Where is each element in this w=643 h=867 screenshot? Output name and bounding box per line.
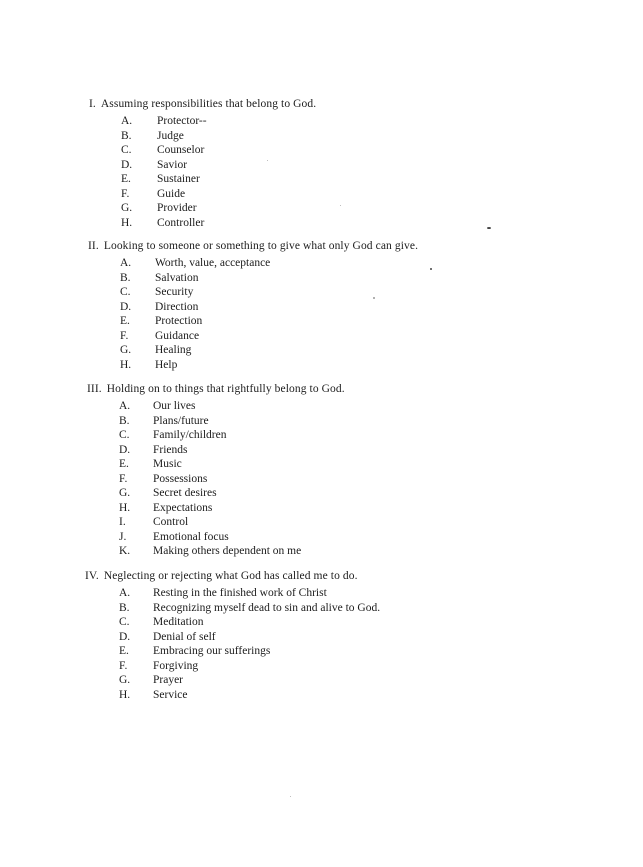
item-label: Sustainer xyxy=(157,173,200,185)
item-letter: E. xyxy=(119,458,129,470)
item-letter: C. xyxy=(119,616,130,628)
item-label: Embracing our sufferings xyxy=(153,645,271,657)
item-letter: G. xyxy=(119,674,131,686)
item-label: Salvation xyxy=(155,271,199,284)
item-label: Possessions xyxy=(153,472,208,485)
item-label: Making others dependent on me xyxy=(153,545,302,557)
list-item xyxy=(0,644,643,659)
scan-speck xyxy=(373,297,375,299)
item-letter: D. xyxy=(120,300,132,313)
section-title: Assuming responsibilities that belong to God. xyxy=(100,98,317,110)
list-item xyxy=(0,358,643,373)
item-letter: F. xyxy=(119,472,128,485)
scan-speck xyxy=(340,205,341,206)
item-label: Our lives xyxy=(153,400,196,412)
section-heading xyxy=(85,569,358,583)
list-item xyxy=(0,688,643,703)
item-letter: H. xyxy=(119,501,131,514)
list-item xyxy=(0,285,643,300)
list-item xyxy=(0,187,643,202)
list-item xyxy=(0,414,643,429)
list-item xyxy=(0,486,643,501)
item-label: Judge xyxy=(157,129,184,142)
item-label: Prayer xyxy=(153,674,184,686)
list-item xyxy=(0,530,643,545)
item-letter: F. xyxy=(120,329,129,342)
item-label: Protection xyxy=(155,315,203,327)
list-item xyxy=(0,472,643,487)
section-numeral: III. xyxy=(87,383,102,395)
list-item xyxy=(0,129,643,144)
item-label: Control xyxy=(153,516,189,528)
item-letter: A. xyxy=(121,115,133,127)
list-item xyxy=(0,172,643,187)
list-item xyxy=(0,586,643,601)
list-item xyxy=(0,630,643,645)
list-item xyxy=(0,329,643,344)
item-letter: E. xyxy=(119,645,129,657)
list-item xyxy=(0,428,643,443)
item-letter: K. xyxy=(119,545,131,557)
section-title: Holding on to things that rightfully belong to God. xyxy=(106,383,345,395)
scan-speck xyxy=(487,227,491,229)
list-item xyxy=(0,314,643,329)
item-label: Denial of self xyxy=(153,630,216,643)
item-label: Service xyxy=(153,688,188,701)
item-label: Security xyxy=(155,286,194,298)
item-label: Recognizing myself dead to sin and alive to God. xyxy=(153,601,381,614)
scan-speck xyxy=(430,268,432,270)
item-letter: H. xyxy=(119,688,131,701)
item-letter: H. xyxy=(120,358,132,371)
list-item xyxy=(0,601,643,616)
item-letter: A. xyxy=(120,257,132,269)
item-letter: H. xyxy=(121,216,133,229)
item-label: Worth, value, acceptance xyxy=(155,257,271,269)
item-letter: C. xyxy=(120,286,131,298)
item-letter: B. xyxy=(119,414,130,427)
list-item xyxy=(0,399,643,414)
item-label: Meditation xyxy=(153,616,204,628)
list-item xyxy=(0,659,643,674)
list-item xyxy=(0,300,643,315)
list-item xyxy=(0,501,643,516)
item-letter: G. xyxy=(121,202,133,214)
item-label: Guidance xyxy=(155,329,200,342)
list-item xyxy=(0,443,643,458)
item-letter: C. xyxy=(119,429,130,441)
list-item xyxy=(0,673,643,688)
item-label: Music xyxy=(153,458,182,470)
section-numeral: I. xyxy=(89,98,96,110)
item-letter: A. xyxy=(119,587,131,599)
section-title: Neglecting or rejecting what God has called me to do. xyxy=(103,570,358,582)
item-label: Emotional focus xyxy=(153,530,229,543)
item-letter: D. xyxy=(121,158,133,171)
item-letter: E. xyxy=(121,173,131,185)
item-label: Plans/future xyxy=(153,414,209,427)
item-letter: A. xyxy=(119,400,131,412)
item-letter: G. xyxy=(119,487,131,499)
item-letter: B. xyxy=(120,271,131,284)
item-label: Expectations xyxy=(153,501,213,514)
item-label: Healing xyxy=(155,344,192,356)
item-label: Friends xyxy=(153,443,188,456)
list-item xyxy=(0,544,643,559)
section-numeral: IV. xyxy=(85,570,99,582)
item-label: Savior xyxy=(157,158,188,171)
item-label: Controller xyxy=(157,216,205,229)
item-letter: D. xyxy=(119,630,131,643)
item-letter: D. xyxy=(119,443,131,456)
item-label: Direction xyxy=(155,300,199,313)
item-letter: G. xyxy=(120,344,132,356)
item-label: Family/children xyxy=(153,429,227,441)
item-letter: F. xyxy=(121,187,130,200)
list-item xyxy=(0,515,643,530)
item-label: Resting in the finished work of Christ xyxy=(153,587,327,599)
section-heading xyxy=(88,239,418,253)
list-item xyxy=(0,457,643,472)
section-title: Looking to someone or something to give what only God can give. xyxy=(103,240,419,252)
list-item xyxy=(0,216,643,231)
list-item xyxy=(0,114,643,129)
list-item xyxy=(0,256,643,271)
item-letter: B. xyxy=(119,601,130,614)
item-label: Provider xyxy=(157,202,197,214)
item-letter: I. xyxy=(119,516,126,528)
list-item xyxy=(0,201,643,216)
list-item xyxy=(0,271,643,286)
item-label: Help xyxy=(155,358,178,371)
item-label: Guide xyxy=(157,187,186,200)
section-heading xyxy=(89,97,316,111)
list-item xyxy=(0,158,643,173)
item-label: Secret desires xyxy=(153,487,217,499)
item-letter: F. xyxy=(119,659,128,672)
list-item xyxy=(0,615,643,630)
list-item xyxy=(0,143,643,158)
scan-speck xyxy=(267,160,268,161)
item-letter: E. xyxy=(120,315,130,327)
item-letter: C. xyxy=(121,144,132,156)
list-item xyxy=(0,343,643,358)
item-label: Counselor xyxy=(157,144,205,156)
item-label: Protector-- xyxy=(157,115,207,127)
section-numeral: II. xyxy=(88,240,99,252)
item-label: Forgiving xyxy=(153,659,199,672)
section-heading xyxy=(87,382,345,396)
scan-speck xyxy=(290,796,291,797)
item-letter: J. xyxy=(119,530,127,543)
item-letter: B. xyxy=(121,129,132,142)
